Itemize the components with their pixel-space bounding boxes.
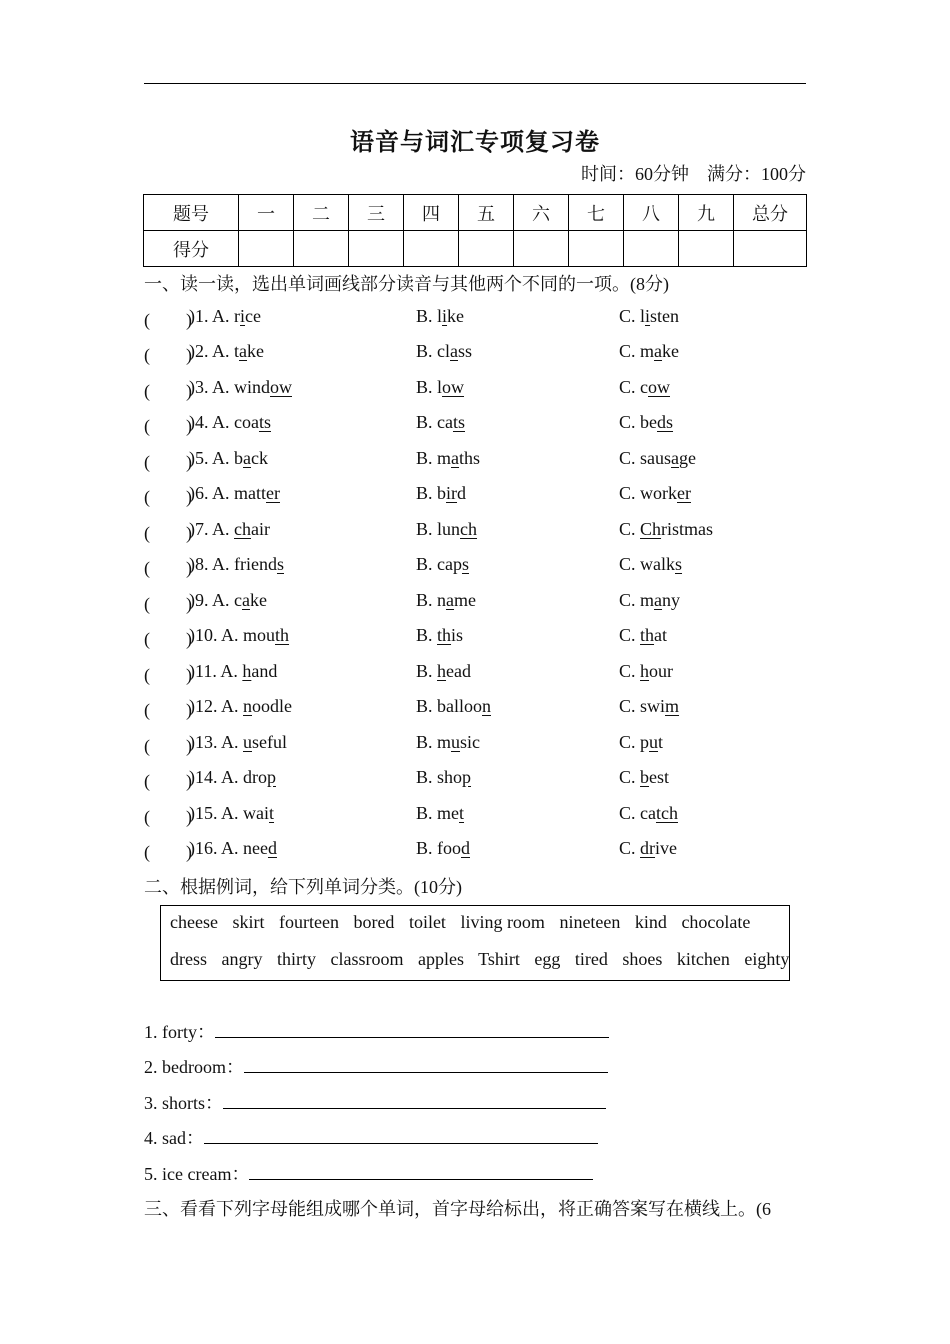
option-text: me xyxy=(454,590,477,610)
underlined-part: ow xyxy=(442,377,465,397)
option-a xyxy=(189,306,261,327)
word-item: chocolate xyxy=(681,912,751,932)
option-a xyxy=(189,838,277,859)
word-item: kind xyxy=(634,912,667,932)
question-row xyxy=(144,483,806,511)
underlined-part: ow xyxy=(648,377,670,397)
score-header-cell: 四 xyxy=(404,195,459,231)
underlined-part: i xyxy=(645,306,651,326)
word-item: nineteen xyxy=(559,912,621,932)
question-number: )1. A. xyxy=(189,306,234,326)
question-row xyxy=(144,661,806,689)
option-text: sic xyxy=(460,732,481,752)
question-number: )11. A. xyxy=(189,661,243,681)
underlined-part: i xyxy=(442,306,448,326)
option-a xyxy=(189,554,284,575)
option-text: oodle xyxy=(252,696,292,716)
question-number: )5. A. xyxy=(189,448,234,468)
word-item: thirty xyxy=(276,949,316,969)
option-text: C. xyxy=(619,519,641,539)
score-table-header-row xyxy=(144,195,807,231)
option-a xyxy=(189,696,292,717)
option-b xyxy=(416,306,464,327)
question-row xyxy=(144,341,806,369)
option-a xyxy=(189,590,267,611)
option-c xyxy=(619,377,670,398)
option-a xyxy=(189,625,289,646)
option-text: est xyxy=(649,767,670,787)
option-text: B. lun xyxy=(416,519,461,539)
option-text: B. foo xyxy=(416,838,461,858)
option-text: B. m xyxy=(416,732,452,752)
full-score-label: 满分：100分 xyxy=(707,164,806,184)
score-input-cell[interactable] xyxy=(459,231,514,267)
question-number: )10. A. xyxy=(189,625,243,645)
option-b xyxy=(416,661,471,682)
option-c xyxy=(619,483,691,504)
question-number: )16. A. xyxy=(189,838,243,858)
option-b xyxy=(416,483,466,504)
option-text: B. xyxy=(416,661,438,681)
score-input-cell[interactable] xyxy=(679,231,734,267)
option-b xyxy=(416,803,464,824)
option-c xyxy=(619,838,677,859)
score-input-cell[interactable] xyxy=(569,231,624,267)
option-text: our xyxy=(649,661,674,681)
option-text: ke xyxy=(247,341,265,361)
option-b xyxy=(416,767,471,788)
option-text: B. b xyxy=(416,483,447,503)
score-input-cell[interactable] xyxy=(734,231,807,267)
section-2-heading: 二、根据例词，给下列单词分类。(10分) xyxy=(144,877,462,897)
option-text: ss xyxy=(458,341,473,361)
answer-paren[interactable]: ( ) xyxy=(144,381,192,401)
option-text: B. l xyxy=(416,377,443,397)
classify-label: 5. ice cream： xyxy=(144,1164,250,1184)
answer-blank[interactable] xyxy=(244,1057,608,1073)
section-3-heading: 三、看看下列字母能组成哪个单词，首字母给标出，将正确答案写在横线上。(6 xyxy=(144,1199,771,1219)
word-item: angry xyxy=(221,949,263,969)
question-row xyxy=(144,448,806,476)
option-a xyxy=(189,803,274,824)
option-c xyxy=(619,306,679,327)
question-number: )7. A. xyxy=(189,519,234,539)
answer-paren[interactable]: ( ) xyxy=(144,416,192,436)
question-row xyxy=(144,590,806,618)
underlined-part: h xyxy=(640,661,650,681)
option-c xyxy=(619,519,713,540)
underlined-part: th xyxy=(275,625,290,645)
score-input-cell[interactable] xyxy=(514,231,569,267)
answer-blank[interactable] xyxy=(249,1164,593,1180)
section-1-heading: 一、读一读，选出单词画线部分读音与其他两个不同的一项。(8分) xyxy=(144,274,669,294)
option-a xyxy=(189,341,264,362)
option-text: B. cl xyxy=(416,341,450,361)
word-item: tired xyxy=(574,949,608,969)
answer-paren[interactable]: ( ) xyxy=(144,345,192,365)
answer-paren[interactable]: ( ) xyxy=(144,842,192,862)
answer-blank[interactable] xyxy=(223,1093,606,1109)
option-text: C. l xyxy=(619,306,646,326)
option-text: C. be xyxy=(619,412,657,432)
underlined-part: a xyxy=(451,448,460,468)
score-table xyxy=(143,194,807,267)
underlined-part: er xyxy=(266,483,280,503)
page-title: 语音与词汇专项复习卷 xyxy=(350,130,600,156)
option-text: C. xyxy=(619,625,641,645)
answer-paren[interactable]: ( ) xyxy=(144,523,192,543)
answer-paren[interactable]: ( ) xyxy=(144,771,192,791)
classify-item xyxy=(144,1124,598,1150)
option-text: ive xyxy=(655,838,678,858)
option-b xyxy=(416,838,470,859)
option-text: C. ca xyxy=(619,803,656,823)
option-c xyxy=(619,661,673,682)
option-b xyxy=(416,412,465,433)
option-a xyxy=(189,483,280,504)
classify-label: 3. shorts： xyxy=(144,1093,224,1113)
underlined-part: u xyxy=(649,732,659,752)
word-item: bored xyxy=(353,912,395,932)
underlined-part: a xyxy=(239,341,248,361)
option-text: nee xyxy=(243,838,268,858)
question-row xyxy=(144,803,806,831)
score-header-cell: 七 xyxy=(569,195,624,231)
option-c xyxy=(619,448,696,469)
score-input-cell[interactable] xyxy=(624,231,679,267)
option-text: B. xyxy=(416,625,438,645)
option-c xyxy=(619,341,679,362)
option-text: B. m xyxy=(416,448,452,468)
question-number: )13. A. xyxy=(189,732,243,752)
question-row xyxy=(144,412,806,440)
classify-label: 2. bedroom： xyxy=(144,1057,244,1077)
option-b xyxy=(416,377,464,398)
answer-paren[interactable]: ( ) xyxy=(144,807,192,827)
score-input-cell[interactable] xyxy=(404,231,459,267)
option-text: wind xyxy=(234,377,270,397)
word-item: living room xyxy=(460,912,545,932)
option-text: ke xyxy=(447,306,465,326)
question-number: )8. A. xyxy=(189,554,234,574)
classify-label: 4. sad： xyxy=(144,1128,204,1148)
underlined-part: h xyxy=(437,661,447,681)
underlined-part: u xyxy=(243,732,252,752)
question-number: )12. A. xyxy=(189,696,243,716)
underlined-part: th xyxy=(437,625,452,645)
score-header-cell: 题号 xyxy=(144,195,239,231)
option-a xyxy=(189,732,287,753)
question-number: )6. A. xyxy=(189,483,234,503)
option-text: B. sho xyxy=(416,767,463,787)
underlined-part: p xyxy=(462,767,472,787)
classify-item xyxy=(144,1089,606,1115)
underlined-part: ds xyxy=(657,412,674,432)
underlined-part: ts xyxy=(258,412,271,432)
underlined-part: h xyxy=(242,661,252,681)
option-text: C. saus xyxy=(619,448,672,468)
option-b xyxy=(416,448,480,469)
option-text: C. xyxy=(619,838,641,858)
underlined-part: s xyxy=(276,554,284,574)
underlined-part: tch xyxy=(655,803,678,823)
underlined-part: m xyxy=(665,696,680,716)
score-table-score-row xyxy=(144,231,807,267)
option-a xyxy=(189,448,268,469)
word-item: egg xyxy=(534,949,561,969)
option-text: B. n xyxy=(416,590,447,610)
option-text: r xyxy=(234,306,240,326)
score-header-cell: 二 xyxy=(294,195,349,231)
underlined-part: er xyxy=(677,483,691,503)
option-b xyxy=(416,519,477,540)
underlined-part: i xyxy=(240,306,246,326)
underlined-part: a xyxy=(654,590,663,610)
score-row-label: 得分 xyxy=(144,231,239,267)
question-row xyxy=(144,767,806,795)
option-a xyxy=(189,767,276,788)
underlined-part: d xyxy=(267,838,277,858)
answer-paren[interactable]: ( ) xyxy=(144,558,192,578)
underlined-part: d xyxy=(461,838,470,858)
underlined-part: ch xyxy=(234,519,251,539)
word-item: classroom xyxy=(330,949,404,969)
question-number: )2. A. xyxy=(189,341,234,361)
question-row xyxy=(144,554,806,582)
option-text: B. cap xyxy=(416,554,462,574)
option-text: dro xyxy=(243,767,267,787)
underlined-part: u xyxy=(451,732,461,752)
question-row xyxy=(144,732,806,760)
word-item: Tshirt xyxy=(478,949,520,969)
option-text: c xyxy=(234,590,242,610)
question-number: )9. A. xyxy=(189,590,234,610)
option-text: ce xyxy=(245,306,261,326)
word-item: eighty xyxy=(744,949,790,969)
score-header-cell: 总分 xyxy=(734,195,807,231)
score-header-cell: 九 xyxy=(679,195,734,231)
option-a xyxy=(189,412,271,433)
time-label: 时间：60分钟 xyxy=(581,164,689,184)
underlined-part: p xyxy=(267,767,276,787)
underlined-part: ch xyxy=(460,519,478,539)
option-c xyxy=(619,803,678,824)
underlined-part: s xyxy=(461,554,469,574)
classify-label: 1. forty： xyxy=(144,1022,215,1042)
score-header-cell: 三 xyxy=(349,195,404,231)
underlined-part: a xyxy=(654,341,663,361)
underlined-part: t xyxy=(459,803,465,823)
word-item: cheese xyxy=(170,912,218,932)
option-text: ke xyxy=(662,341,680,361)
answer-paren[interactable]: ( ) xyxy=(144,452,192,472)
question-number: )15. A. xyxy=(189,803,243,823)
time-score-line xyxy=(581,160,806,186)
word-bank xyxy=(160,905,790,981)
score-header-cell: 六 xyxy=(514,195,569,231)
underlined-part: ts xyxy=(452,412,465,432)
word-item: shoes xyxy=(622,949,663,969)
option-text: C. p xyxy=(619,732,650,752)
underlined-part: ow xyxy=(270,377,292,397)
underlined-part: t xyxy=(269,803,275,823)
option-text: B. me xyxy=(416,803,459,823)
option-text: C. c xyxy=(619,377,648,397)
option-c xyxy=(619,732,663,753)
option-text: C. m xyxy=(619,341,655,361)
underlined-part: s xyxy=(675,554,683,574)
word-item: skirt xyxy=(232,912,265,932)
option-a xyxy=(189,377,292,398)
option-a xyxy=(189,661,277,682)
option-c xyxy=(619,696,679,717)
underlined-part: th xyxy=(640,625,655,645)
option-c xyxy=(619,412,673,433)
question-number: )3. A. xyxy=(189,377,234,397)
option-text: mou xyxy=(243,625,276,645)
option-text: ny xyxy=(662,590,681,610)
option-text: B. ca xyxy=(416,412,453,432)
score-input-cell[interactable] xyxy=(294,231,349,267)
word-item: toilet xyxy=(408,912,446,932)
option-text: C. walk xyxy=(619,554,675,574)
option-text: C. work xyxy=(619,483,677,503)
word-item: fourteen xyxy=(278,912,339,932)
answer-paren[interactable]: ( ) xyxy=(144,594,192,614)
option-text: b xyxy=(234,448,243,468)
score-header-cell: 五 xyxy=(459,195,514,231)
option-text: matt xyxy=(234,483,266,503)
question-row xyxy=(144,838,806,866)
underlined-part: a xyxy=(242,590,250,610)
option-b xyxy=(416,341,472,362)
answer-paren[interactable]: ( ) xyxy=(144,487,192,507)
question-number: )14. A. xyxy=(189,767,243,787)
classify-item xyxy=(144,1018,609,1044)
option-text: at xyxy=(654,625,668,645)
option-text: d xyxy=(457,483,467,503)
answer-paren[interactable]: ( ) xyxy=(144,629,192,649)
option-text: coa xyxy=(234,412,259,432)
underlined-part: Ch xyxy=(640,519,662,539)
option-c xyxy=(619,590,680,611)
header-rule xyxy=(144,83,806,84)
option-c xyxy=(619,767,669,788)
option-text: is xyxy=(451,625,464,645)
option-text: ristmas xyxy=(661,519,714,539)
option-c xyxy=(619,554,682,575)
question-row xyxy=(144,519,806,547)
answer-blank[interactable] xyxy=(204,1128,598,1144)
answer-paren[interactable]: ( ) xyxy=(144,310,192,330)
underlined-part: a xyxy=(243,448,251,468)
option-text: friend xyxy=(234,554,277,574)
underlined-part: a xyxy=(671,448,680,468)
score-input-cell[interactable] xyxy=(349,231,404,267)
word-bank-line-2 xyxy=(170,949,799,970)
answer-paren[interactable]: ( ) xyxy=(144,700,192,720)
question-number: )4. A. xyxy=(189,412,234,432)
word-bank-line-1 xyxy=(170,912,760,933)
option-text: C. m xyxy=(619,590,655,610)
option-b xyxy=(416,625,463,646)
option-a xyxy=(189,519,270,540)
option-text: t xyxy=(234,341,240,361)
option-text: B. balloo xyxy=(416,696,482,716)
answer-paren[interactable]: ( ) xyxy=(144,736,192,756)
option-text: seful xyxy=(252,732,287,752)
underlined-part: ir xyxy=(446,483,458,503)
option-b xyxy=(416,554,469,575)
question-row xyxy=(144,625,806,653)
classify-item xyxy=(144,1053,608,1079)
option-text: B. l xyxy=(416,306,443,326)
option-text: ck xyxy=(251,448,268,468)
option-text: and xyxy=(251,661,278,681)
score-header-cell: 八 xyxy=(624,195,679,231)
underlined-part: b xyxy=(640,767,650,787)
option-text: sten xyxy=(650,306,680,326)
option-text: C. xyxy=(619,767,641,787)
option-text: t xyxy=(658,732,664,752)
word-item: dress xyxy=(170,949,207,969)
classify-item xyxy=(144,1160,593,1186)
option-c xyxy=(619,625,667,646)
option-text: air xyxy=(251,519,270,539)
option-b xyxy=(416,732,480,753)
underlined-part: n xyxy=(482,696,491,716)
option-text: C. xyxy=(619,661,641,681)
option-b xyxy=(416,590,476,611)
word-item: kitchen xyxy=(676,949,730,969)
underlined-part: a xyxy=(446,590,455,610)
score-header-cell: 一 xyxy=(239,195,294,231)
option-text: wai xyxy=(243,803,269,823)
underlined-part: a xyxy=(450,341,458,361)
option-text: ke xyxy=(250,590,267,610)
underlined-part: n xyxy=(243,696,252,716)
question-row xyxy=(144,377,806,405)
option-text: ead xyxy=(446,661,471,681)
score-input-cell[interactable] xyxy=(239,231,294,267)
option-text: ths xyxy=(459,448,481,468)
underlined-part: dr xyxy=(640,838,656,858)
question-row xyxy=(144,306,806,334)
question-row xyxy=(144,696,806,724)
option-text: C. swi xyxy=(619,696,666,716)
answer-paren[interactable]: ( ) xyxy=(144,665,192,685)
option-b xyxy=(416,696,491,717)
word-item: apples xyxy=(417,949,464,969)
option-text: ge xyxy=(679,448,697,468)
answer-blank[interactable] xyxy=(215,1022,609,1038)
